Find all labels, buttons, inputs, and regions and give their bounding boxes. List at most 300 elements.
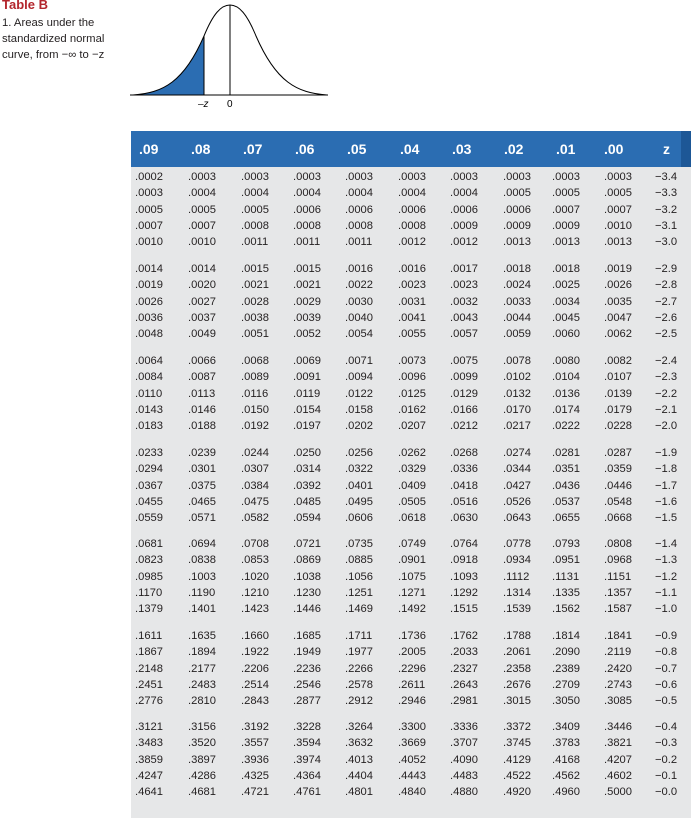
area-cell: .0102 bbox=[503, 371, 531, 384]
area-cell: .1841 bbox=[604, 630, 632, 642]
area-cell: .0107 bbox=[604, 371, 632, 384]
table-row bbox=[131, 371, 691, 387]
area-cell: .0256 bbox=[345, 447, 373, 459]
area-cell: .0059 bbox=[503, 328, 531, 341]
area-cell: .0008 bbox=[345, 219, 373, 232]
area-cell: .0006 bbox=[503, 203, 531, 216]
area-cell: .3228 bbox=[293, 721, 321, 733]
area-cell: .0099 bbox=[450, 371, 478, 384]
area-cell: .4880 bbox=[450, 786, 478, 799]
area-cell: .0351 bbox=[552, 463, 580, 476]
table-row bbox=[131, 296, 691, 312]
header-z: z bbox=[663, 141, 670, 157]
area-cell: .0030 bbox=[345, 295, 373, 308]
area-cell: .0023 bbox=[398, 279, 426, 292]
area-cell: .0018 bbox=[503, 263, 531, 275]
area-cell: .0007 bbox=[135, 219, 163, 232]
area-cell: .2327 bbox=[450, 662, 478, 675]
table-row bbox=[131, 355, 691, 371]
area-cell: .0010 bbox=[135, 236, 163, 249]
area-cell: .0006 bbox=[398, 203, 426, 216]
area-cell: .2946 bbox=[398, 695, 426, 708]
area-cell: .2877 bbox=[293, 695, 321, 708]
header-col-06: .06 bbox=[295, 141, 315, 157]
area-cell: .0392 bbox=[293, 479, 321, 492]
area-cell: .1020 bbox=[241, 570, 269, 583]
area-cell: .0154 bbox=[293, 403, 321, 416]
z-value-cell: −3.0 bbox=[655, 236, 678, 249]
table-row bbox=[131, 236, 691, 252]
area-cell: .4840 bbox=[398, 786, 426, 799]
table-title: Table B bbox=[2, 0, 48, 12]
area-cell: .0064 bbox=[135, 355, 163, 367]
area-cell: .0244 bbox=[241, 447, 269, 459]
area-cell: .0080 bbox=[552, 355, 580, 367]
table-row bbox=[131, 554, 691, 570]
area-cell: .2420 bbox=[604, 662, 632, 675]
area-cell: .2810 bbox=[188, 695, 216, 708]
area-cell: .1271 bbox=[398, 586, 426, 599]
area-cell: .0028 bbox=[241, 295, 269, 308]
area-cell: .0606 bbox=[345, 512, 373, 525]
area-cell: .0934 bbox=[503, 554, 531, 567]
table-caption: 1. Areas under the standardized normal curve, from −∞ to −z bbox=[2, 17, 105, 61]
area-cell: .0329 bbox=[398, 463, 426, 476]
area-cell: .0146 bbox=[188, 403, 216, 416]
area-cell: .0853 bbox=[241, 554, 269, 567]
area-cell: .0122 bbox=[345, 387, 373, 400]
area-cell: .2148 bbox=[135, 662, 163, 675]
area-cell: .2643 bbox=[450, 678, 478, 691]
area-cell: .1170 bbox=[135, 586, 163, 599]
area-cell: .2206 bbox=[241, 662, 269, 675]
area-cell: .1314 bbox=[503, 586, 531, 599]
area-cell: .0336 bbox=[450, 463, 478, 476]
area-cell: .0104 bbox=[552, 371, 580, 384]
area-cell: .3192 bbox=[241, 721, 269, 733]
area-cell: .0179 bbox=[604, 403, 632, 416]
area-cell: .3300 bbox=[398, 721, 426, 733]
area-cell: .4681 bbox=[188, 786, 216, 799]
area-cell: .0075 bbox=[450, 355, 478, 367]
area-cell: .0005 bbox=[188, 203, 216, 216]
area-cell: .0129 bbox=[450, 387, 478, 400]
area-cell: .2451 bbox=[135, 678, 163, 691]
area-cell: .0004 bbox=[398, 187, 426, 200]
area-cell: .3557 bbox=[241, 737, 269, 750]
area-cell: .0495 bbox=[345, 495, 373, 508]
area-cell: .0869 bbox=[293, 554, 321, 567]
area-cell: .0024 bbox=[503, 279, 531, 292]
area-cell: .1093 bbox=[450, 570, 478, 583]
area-cell: .0049 bbox=[188, 328, 216, 341]
area-cell: .0047 bbox=[604, 311, 632, 324]
z-value-cell: −1.6 bbox=[655, 495, 678, 508]
area-cell: .0004 bbox=[293, 187, 321, 200]
area-cell: .1357 bbox=[604, 586, 632, 599]
area-cell: .1423 bbox=[241, 603, 269, 616]
z-value-cell: −1.9 bbox=[655, 447, 678, 459]
area-cell: .0078 bbox=[503, 355, 531, 367]
area-cell: .2005 bbox=[398, 646, 426, 659]
area-cell: .0582 bbox=[241, 512, 269, 525]
area-cell: .4602 bbox=[604, 769, 632, 782]
table-row bbox=[131, 786, 691, 802]
z-value-cell: −3.2 bbox=[655, 203, 678, 216]
area-cell: .0037 bbox=[188, 311, 216, 324]
z-label: –z bbox=[198, 99, 209, 110]
area-cell: .2296 bbox=[398, 662, 426, 675]
table-row bbox=[131, 630, 691, 646]
table-row bbox=[131, 480, 691, 496]
area-cell: .0006 bbox=[345, 203, 373, 216]
table-row bbox=[131, 512, 691, 528]
area-cell: .3015 bbox=[503, 695, 531, 708]
area-cell: .2266 bbox=[345, 662, 373, 675]
area-cell: .1562 bbox=[552, 603, 580, 616]
area-cell: .0594 bbox=[293, 512, 321, 525]
area-cell: .0048 bbox=[135, 328, 163, 341]
area-cell: .0571 bbox=[188, 512, 216, 525]
area-cell: .1788 bbox=[503, 630, 531, 642]
area-cell: .3936 bbox=[241, 753, 269, 766]
area-cell: .1075 bbox=[398, 570, 426, 583]
table-row bbox=[131, 263, 691, 279]
table-row bbox=[131, 171, 691, 187]
area-cell: .0071 bbox=[345, 355, 373, 367]
area-cell: .3446 bbox=[604, 721, 632, 733]
area-cell: .0110 bbox=[135, 387, 163, 400]
area-cell: .0010 bbox=[604, 219, 632, 232]
area-cell: .0367 bbox=[135, 479, 163, 492]
area-cell: .0475 bbox=[241, 495, 269, 508]
z-value-cell: −0.8 bbox=[655, 646, 678, 659]
area-cell: .0022 bbox=[345, 279, 373, 292]
area-cell: .0004 bbox=[345, 187, 373, 200]
area-cell: .0139 bbox=[604, 387, 632, 400]
z-value-cell: −2.7 bbox=[655, 295, 678, 308]
z-value-cell: −0.6 bbox=[655, 678, 678, 691]
area-cell: .2119 bbox=[604, 646, 632, 659]
area-cell: .3632 bbox=[345, 737, 373, 750]
area-cell: .0007 bbox=[604, 203, 632, 216]
area-cell: .0003 bbox=[135, 187, 163, 200]
z-value-cell: −2.0 bbox=[655, 420, 678, 433]
z-value-cell: −2.2 bbox=[655, 387, 678, 400]
area-cell: .4247 bbox=[135, 769, 163, 782]
area-cell: .0885 bbox=[345, 554, 373, 567]
area-cell: .0197 bbox=[293, 420, 321, 433]
area-cell: .4404 bbox=[345, 769, 373, 782]
z-value-cell: −1.5 bbox=[655, 512, 678, 525]
area-cell: .5000 bbox=[604, 786, 632, 799]
z-value-cell: −2.8 bbox=[655, 279, 678, 292]
area-cell: .1292 bbox=[450, 586, 478, 599]
z-value-cell: −1.2 bbox=[655, 570, 678, 583]
area-cell: .0020 bbox=[188, 279, 216, 292]
z-value-cell: −1.3 bbox=[655, 554, 678, 567]
table-row bbox=[131, 204, 691, 220]
area-cell: .0132 bbox=[503, 387, 531, 400]
area-cell: .0011 bbox=[293, 236, 321, 249]
area-cell: .0004 bbox=[188, 187, 216, 200]
area-cell: .0301 bbox=[188, 463, 216, 476]
area-cell: .0446 bbox=[604, 479, 632, 492]
table-row bbox=[131, 447, 691, 463]
area-cell: .0007 bbox=[188, 219, 216, 232]
z-value-cell: −1.7 bbox=[655, 479, 678, 492]
area-cell: .0823 bbox=[135, 554, 163, 567]
area-cell: .0094 bbox=[345, 371, 373, 384]
area-cell: .1949 bbox=[293, 646, 321, 659]
area-cell: .0060 bbox=[552, 328, 580, 341]
table-row bbox=[131, 388, 691, 404]
area-cell: .0016 bbox=[345, 263, 373, 275]
area-cell: .0013 bbox=[503, 236, 531, 249]
z-value-cell: −3.1 bbox=[655, 219, 678, 232]
area-cell: .0029 bbox=[293, 295, 321, 308]
header-col-08: .08 bbox=[191, 141, 211, 157]
area-cell: .3897 bbox=[188, 753, 216, 766]
area-cell: .3745 bbox=[503, 737, 531, 750]
table-row bbox=[131, 187, 691, 203]
header-col-05: .05 bbox=[347, 141, 367, 157]
table-row bbox=[131, 754, 691, 770]
table-row bbox=[131, 721, 691, 737]
area-cell: .0793 bbox=[552, 538, 580, 550]
table-row bbox=[131, 312, 691, 328]
area-cell: .2389 bbox=[552, 662, 580, 675]
area-cell: .4801 bbox=[345, 786, 373, 799]
area-cell: .0274 bbox=[503, 447, 531, 459]
area-cell: .0005 bbox=[604, 187, 632, 200]
area-cell: .0401 bbox=[345, 479, 373, 492]
area-cell: .0091 bbox=[293, 371, 321, 384]
area-cell: .0174 bbox=[552, 403, 580, 416]
area-cell: .2236 bbox=[293, 662, 321, 675]
area-cell: .0019 bbox=[604, 263, 632, 275]
area-cell: .0630 bbox=[450, 512, 478, 525]
area-cell: .0307 bbox=[241, 463, 269, 476]
table-row bbox=[131, 679, 691, 695]
table-row bbox=[131, 737, 691, 753]
area-cell: .0015 bbox=[241, 263, 269, 275]
area-cell: .0968 bbox=[604, 554, 632, 567]
zero-label: 0 bbox=[227, 99, 233, 110]
z-value-cell: −0.7 bbox=[655, 662, 678, 675]
area-cell: .1894 bbox=[188, 646, 216, 659]
area-cell: .0202 bbox=[345, 420, 373, 433]
z-value-cell: −2.9 bbox=[655, 263, 678, 275]
area-cell: .4090 bbox=[450, 753, 478, 766]
area-cell: .0012 bbox=[398, 236, 426, 249]
area-cell: .0003 bbox=[293, 171, 321, 183]
z-value-cell: −1.8 bbox=[655, 463, 678, 476]
area-cell: .0233 bbox=[135, 447, 163, 459]
area-cell: .4641 bbox=[135, 786, 163, 799]
area-cell: .0066 bbox=[188, 355, 216, 367]
area-cell: .0018 bbox=[552, 263, 580, 275]
area-cell: .2033 bbox=[450, 646, 478, 659]
area-cell: .1977 bbox=[345, 646, 373, 659]
area-cell: .0116 bbox=[241, 387, 269, 400]
area-cell: .0041 bbox=[398, 311, 426, 324]
area-cell: .1736 bbox=[398, 630, 426, 642]
area-cell: .2061 bbox=[503, 646, 531, 659]
z-table bbox=[131, 131, 691, 818]
area-cell: .0170 bbox=[503, 403, 531, 416]
area-cell: .0188 bbox=[188, 420, 216, 433]
header-col-00: .00 bbox=[604, 141, 624, 157]
area-cell: .0069 bbox=[293, 355, 321, 367]
area-cell: .0427 bbox=[503, 479, 531, 492]
area-cell: .0125 bbox=[398, 387, 426, 400]
area-cell: .1230 bbox=[293, 586, 321, 599]
table-row bbox=[131, 663, 691, 679]
table-row bbox=[131, 646, 691, 662]
area-cell: .0681 bbox=[135, 538, 163, 550]
area-cell: .3409 bbox=[552, 721, 580, 733]
area-cell: .0045 bbox=[552, 311, 580, 324]
table-header bbox=[131, 131, 691, 167]
header-col-03: .03 bbox=[452, 141, 472, 157]
shaded-tail-area bbox=[133, 36, 204, 95]
table-row bbox=[131, 695, 691, 711]
area-cell: .4522 bbox=[503, 769, 531, 782]
area-cell: .0643 bbox=[503, 512, 531, 525]
table-row bbox=[131, 220, 691, 236]
area-cell: .0040 bbox=[345, 311, 373, 324]
area-cell: .3050 bbox=[552, 695, 580, 708]
table-row bbox=[131, 496, 691, 512]
area-cell: .0015 bbox=[293, 263, 321, 275]
area-cell: .4286 bbox=[188, 769, 216, 782]
table-row bbox=[131, 328, 691, 344]
area-cell: .0559 bbox=[135, 512, 163, 525]
area-cell: .3121 bbox=[135, 721, 163, 733]
area-cell: .0033 bbox=[503, 295, 531, 308]
area-cell: .1539 bbox=[503, 603, 531, 616]
area-cell: .0212 bbox=[450, 420, 478, 433]
area-cell: .0119 bbox=[293, 387, 321, 400]
area-cell: .2578 bbox=[345, 678, 373, 691]
area-cell: .1335 bbox=[552, 586, 580, 599]
area-cell: .0113 bbox=[188, 387, 216, 400]
header-col-02: .02 bbox=[504, 141, 524, 157]
area-cell: .0375 bbox=[188, 479, 216, 492]
area-cell: .0003 bbox=[188, 171, 216, 183]
area-cell: .0055 bbox=[398, 328, 426, 341]
area-cell: .0314 bbox=[293, 463, 321, 476]
area-cell: .0057 bbox=[450, 328, 478, 341]
area-cell: .1635 bbox=[188, 630, 216, 642]
area-cell: .0918 bbox=[450, 554, 478, 567]
area-cell: .0281 bbox=[552, 447, 580, 459]
area-cell: .4960 bbox=[552, 786, 580, 799]
table-row bbox=[131, 770, 691, 786]
area-cell: .0003 bbox=[241, 171, 269, 183]
area-cell: .4325 bbox=[241, 769, 269, 782]
area-cell: .1190 bbox=[188, 586, 216, 599]
area-cell: .0166 bbox=[450, 403, 478, 416]
area-cell: .4207 bbox=[604, 753, 632, 766]
area-cell: .0655 bbox=[552, 512, 580, 525]
z-value-cell: −3.3 bbox=[655, 187, 678, 200]
area-cell: .3821 bbox=[604, 737, 632, 750]
area-cell: .0228 bbox=[604, 420, 632, 433]
area-cell: .0009 bbox=[503, 219, 531, 232]
area-cell: .1112 bbox=[503, 570, 530, 583]
area-cell: .4013 bbox=[345, 753, 373, 766]
area-cell: .0035 bbox=[604, 295, 632, 308]
table-row bbox=[131, 404, 691, 420]
area-cell: .0009 bbox=[552, 219, 580, 232]
area-cell: .1515 bbox=[450, 603, 478, 616]
area-cell: .4129 bbox=[503, 753, 531, 766]
area-cell: .0010 bbox=[188, 236, 216, 249]
area-cell: .0749 bbox=[398, 538, 426, 550]
area-cell: .0526 bbox=[503, 495, 531, 508]
header-col-07: .07 bbox=[243, 141, 263, 157]
area-cell: .0262 bbox=[398, 447, 426, 459]
area-cell: .0051 bbox=[241, 328, 269, 341]
area-cell: .1660 bbox=[241, 630, 269, 642]
area-cell: .0032 bbox=[450, 295, 478, 308]
area-cell: .0150 bbox=[241, 403, 269, 416]
area-cell: .0039 bbox=[293, 311, 321, 324]
area-cell: .2676 bbox=[503, 678, 531, 691]
area-cell: .0485 bbox=[293, 495, 321, 508]
z-value-cell: −0.5 bbox=[655, 695, 678, 708]
area-cell: .0011 bbox=[241, 236, 269, 249]
area-cell: .0021 bbox=[293, 279, 321, 292]
table-row bbox=[131, 420, 691, 436]
area-cell: .0073 bbox=[398, 355, 426, 367]
area-cell: .1587 bbox=[604, 603, 632, 616]
area-cell: .1056 bbox=[345, 570, 373, 583]
area-cell: .0548 bbox=[604, 495, 632, 508]
area-cell: .1251 bbox=[345, 586, 373, 599]
area-cell: .0239 bbox=[188, 447, 216, 459]
table-row bbox=[131, 587, 691, 603]
area-cell: .0014 bbox=[188, 263, 216, 275]
z-value-cell: −1.1 bbox=[655, 586, 678, 599]
area-cell: .3859 bbox=[135, 753, 163, 766]
table-row bbox=[131, 603, 691, 619]
area-cell: .0013 bbox=[604, 236, 632, 249]
normal-curve-figure bbox=[128, 0, 330, 112]
area-cell: .2743 bbox=[604, 678, 632, 691]
z-value-cell: −0.2 bbox=[655, 753, 678, 766]
area-cell: .0019 bbox=[135, 279, 163, 292]
area-cell: .3156 bbox=[188, 721, 216, 733]
area-cell: .2177 bbox=[188, 662, 216, 675]
area-cell: .0008 bbox=[241, 219, 269, 232]
area-cell: .3594 bbox=[293, 737, 321, 750]
area-cell: .0901 bbox=[398, 554, 426, 567]
area-cell: .0021 bbox=[241, 279, 269, 292]
area-cell: .0017 bbox=[450, 263, 478, 275]
area-cell: .0003 bbox=[345, 171, 373, 183]
z-value-cell: −3.4 bbox=[655, 171, 678, 183]
area-cell: .0808 bbox=[604, 538, 632, 550]
area-cell: .3372 bbox=[503, 721, 531, 733]
area-cell: .4364 bbox=[293, 769, 321, 782]
area-cell: .0294 bbox=[135, 463, 163, 476]
area-cell: .0026 bbox=[604, 279, 632, 292]
area-cell: .0008 bbox=[398, 219, 426, 232]
area-cell: .0735 bbox=[345, 538, 373, 550]
